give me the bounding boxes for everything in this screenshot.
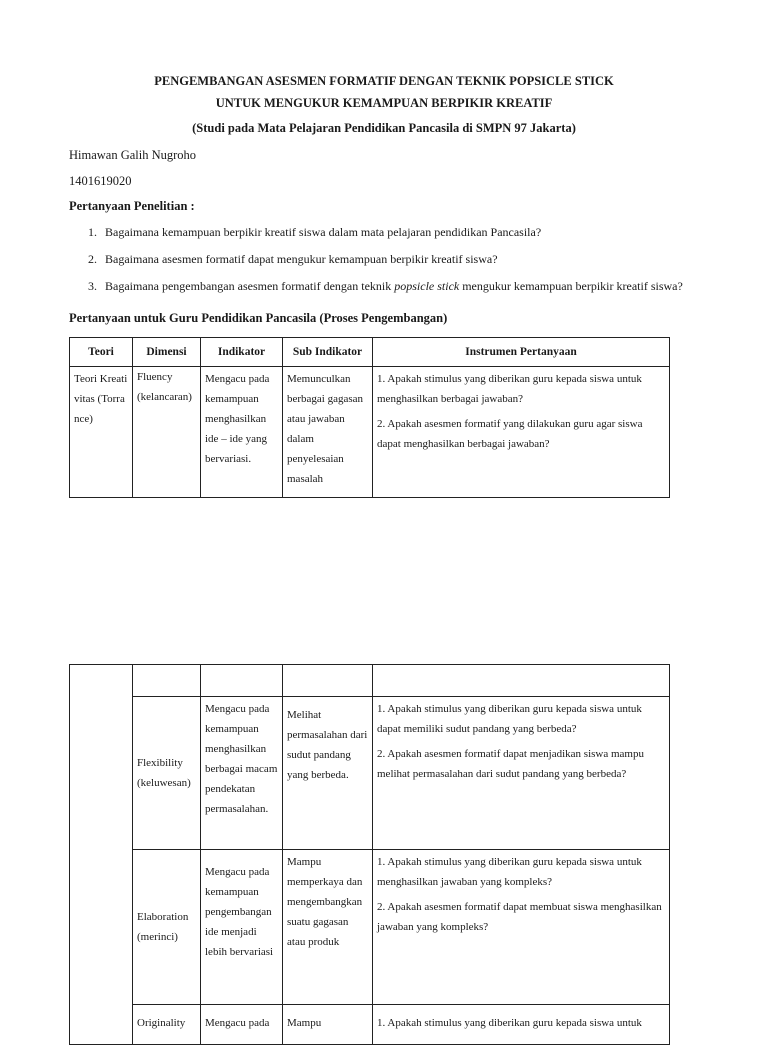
research-question-3 [88,279,683,294]
header-indikator: Indikator [201,338,283,367]
table-header-row [70,338,670,367]
instrument-table-2 [69,664,670,1045]
cell-indikator: Mengacu pada kemampuan menghasilkan ide – ide yang bervariasi. [201,367,283,498]
list-text: Bagaimana pengembangan asesmen formatif dengan teknik popsicle stick mengukur kemampuan berpikir kreatif siswa? [105,279,683,293]
header-dimensi: Dimensi [133,338,201,367]
document-title-line1: PENGEMBANGAN ASESMEN FORMATIF DENGAN TEKNIK POPSICLE STICK [154,74,614,88]
question-2: 2. Apakah asesmen formatif yang dilakukan guru agar siswa dapat menghasilkan berbagai jawaban? [377,418,643,450]
table-header-row-blank [70,665,670,697]
instrument-table-1 [69,337,670,498]
author-name: Himawan Galih Nugroho [69,148,197,162]
table-row [70,697,670,850]
cell-dimensi: Originality [133,1005,201,1045]
list-number: 2. [88,252,97,266]
teacher-questions-heading: Pertanyaan untuk Guru Pendidikan Pancasila (Proses Pengembangan) [69,311,448,325]
question-2: 2. Apakah asesmen formatif dapat menjadikan siswa mampu melihat permasalahan dari sudut pandang yang berbeda? [377,748,644,780]
blank-cell [283,665,373,697]
question-1: 1. Apakah stimulus yang diberikan guru kepada siswa untuk dapat memiliki sudut pandang yang berbeda? [377,703,642,735]
cell-teori-continued [70,665,133,1045]
cell-sub-indikator: Memunculkan berbagai gagasan atau jawaban dalam penyelesaian masalah [283,367,373,498]
list-text: Bagaimana asesmen formatif dapat mengukur kemampuan berpikir kreatif siswa? [105,252,498,266]
cell-sub-indikator: Mampu [283,1005,373,1045]
document-subtitle: (Studi pada Mata Pelajaran Pendidikan Pancasila di SMPN 97 Jakarta) [192,121,576,135]
cell-instrumen [373,850,670,1005]
research-question-2 [88,252,498,267]
cell-instrumen [373,697,670,850]
cell-teori: Teori Kreativitas (Torrance) [70,367,133,498]
list-text: Bagaimana kemampuan berpikir kreatif siswa dalam mata pelajaran pendidikan Pancasila? [105,225,542,239]
cell-dimensi: Elaboration (merinci) [133,850,201,1005]
research-question-1 [88,225,541,240]
cell-indikator: Mengacu pada kemampuan menghasilkan berbagai macam pendekatan permasalahan. [201,697,283,850]
blank-cell [133,665,201,697]
header-sub-indikator: Sub Indikator [283,338,373,367]
question-1: 1. Apakah stimulus yang diberikan guru kepada siswa untuk [377,1017,642,1029]
cell-dimensi: Fluency (kelancaran) [133,367,201,498]
blank-cell [201,665,283,697]
list-number: 1. [88,225,97,239]
cell-sub-indikator: Melihat permasalahan dari sudut pandang yang berbeda. [283,697,373,850]
cell-indikator: Mengacu pada [201,1005,283,1045]
header-instrumen: Instrumen Pertanyaan [373,338,670,367]
list-number: 3. [88,279,97,293]
cell-sub-indikator: Mampu memperkaya dan mengembangkan suatu gagasan atau produk [283,850,373,1005]
document-title-line2: UNTUK MENGUKUR KEMAMPUAN BERPIKIR KREATIF [215,96,553,110]
cell-instrumen [373,367,670,498]
student-id: 1401619020 [69,174,132,188]
table-row [70,367,670,498]
question-1: 1. Apakah stimulus yang diberikan guru kepada siswa untuk menghasilkan berbagai jawaban? [377,373,642,405]
research-questions-heading: Pertanyaan Penelitian : [69,199,195,213]
cell-instrumen [373,1005,670,1045]
question-2: 2. Apakah asesmen formatif dapat membuat siswa menghasilkan jawaban yang kompleks? [377,901,662,933]
blank-cell [373,665,670,697]
cell-indikator: Mengacu pada kemampuan pengembangan ide menjadi lebih bervariasi [201,850,283,1005]
table-row [70,1005,670,1045]
header-teori: Teori [70,338,133,367]
table-row [70,850,670,1005]
question-1: 1. Apakah stimulus yang diberikan guru kepada siswa untuk menghasilkan jawaban yang kompleks? [377,856,642,888]
cell-dimensi: Flexibility (keluwesan) [133,697,201,850]
